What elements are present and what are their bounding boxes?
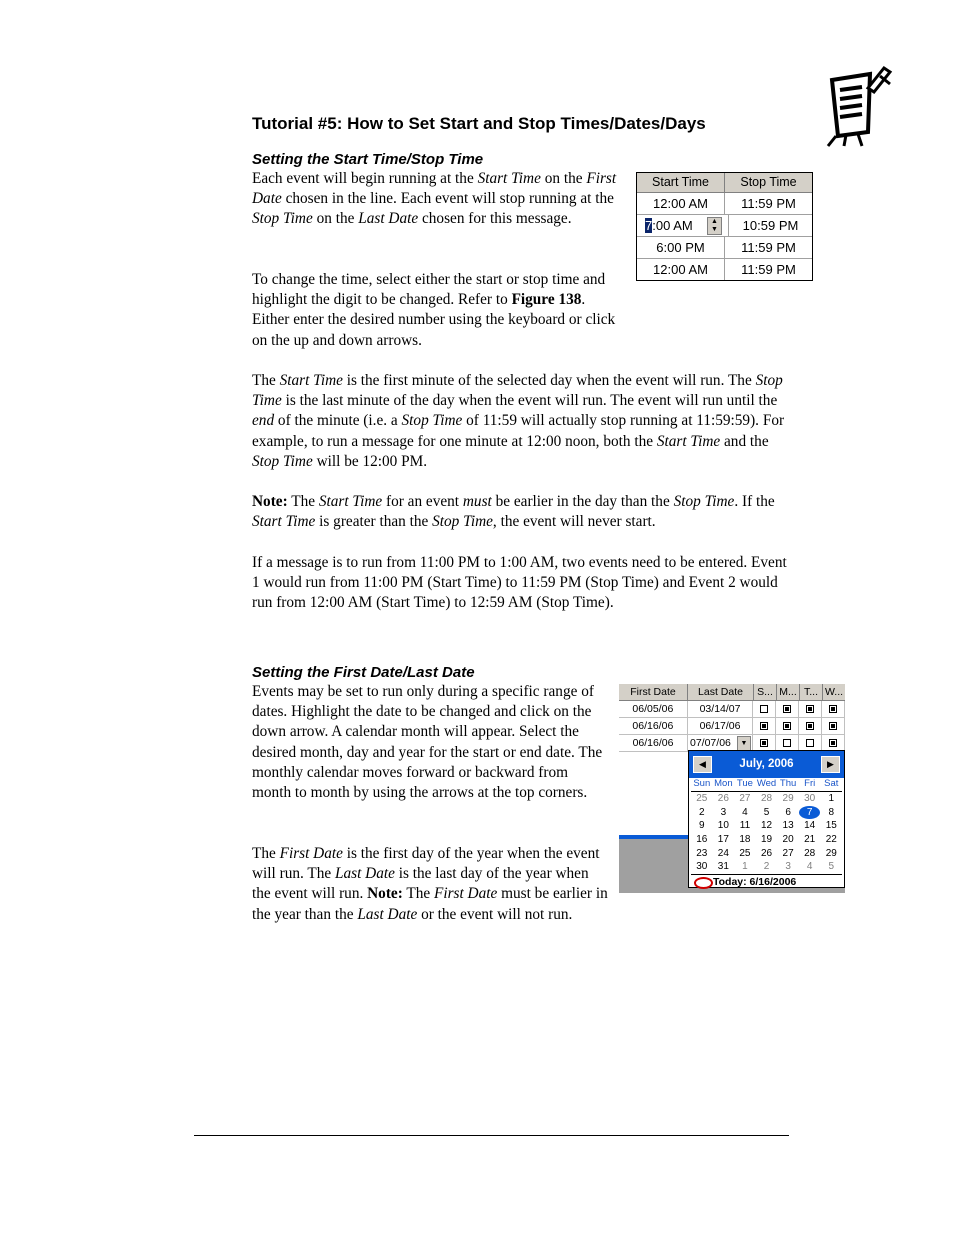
column-header-first-date[interactable]: First Date — [619, 684, 688, 701]
paragraph-time-intro: Each event will begin running at the Start Time on the First Date chosen in the line. Each event will stop running at the Stop Time on the Last Date chosen for this message. — [252, 170, 617, 228]
first-date-cell[interactable]: 06/16/06 — [619, 735, 688, 751]
calendar-day[interactable]: 6 — [785, 806, 791, 818]
calendar-day[interactable]: 5 — [828, 861, 835, 873]
date-grid-figure — [619, 684, 845, 893]
calendar-day[interactable]: 30 — [804, 793, 816, 804]
calendar-dropdown — [688, 750, 845, 888]
day-checkbox[interactable] — [829, 705, 837, 713]
day-checkbox[interactable] — [806, 739, 814, 747]
calendar-day[interactable]: 23 — [696, 847, 708, 859]
calendar-day[interactable]: 26 — [760, 847, 773, 859]
calendar-day[interactable]: 18 — [739, 834, 751, 846]
paragraph-date-definition: The First Date is the first day of the year when the event will run. The Last Date is the last day of the year when the event will run. Note: The First Date must be earlier in the year than the Last Date or the event will not run. — [252, 845, 608, 923]
day-checkbox[interactable] — [829, 739, 837, 747]
next-month-icon[interactable]: ▶ — [821, 756, 840, 773]
day-checkbox[interactable] — [806, 705, 814, 713]
column-header-tue[interactable]: T... — [800, 684, 823, 701]
column-header-mon[interactable]: M... — [777, 684, 800, 701]
today-label[interactable]: Today: 6/16/2006 — [713, 876, 797, 889]
last-date-value[interactable]: 07/07/06 — [690, 737, 731, 749]
day-checkbox[interactable] — [760, 722, 768, 730]
calendar-week — [691, 847, 842, 861]
calendar-day[interactable]: 26 — [717, 793, 729, 804]
calendar-day[interactable]: 25 — [739, 847, 751, 859]
calendar-day[interactable]: 4 — [742, 806, 748, 818]
calendar-day-selected[interactable]: 7 — [799, 806, 821, 820]
start-time-cell[interactable]: 12:00 AM — [637, 259, 725, 280]
calendar-day[interactable]: 30 — [696, 861, 708, 873]
calendar-day[interactable]: 3 — [785, 861, 791, 873]
weekday-label: Wed — [756, 778, 777, 789]
calendar-day[interactable]: 16 — [696, 834, 708, 846]
footer-divider — [194, 1135, 789, 1136]
calendar-today-row[interactable] — [691, 874, 842, 889]
day-checkbox[interactable] — [829, 722, 837, 730]
calendar-day[interactable]: 20 — [782, 834, 794, 846]
weekday-label: Thu — [779, 778, 797, 789]
calendar-day[interactable]: 19 — [760, 834, 773, 846]
column-header-wed[interactable]: W... — [823, 684, 845, 701]
time-row — [637, 193, 812, 215]
stop-time-cell[interactable]: 10:59 PM — [742, 218, 799, 233]
paragraph-change-time: To change the time, select either the start or stop time and highlight the digit to be changed. Refer to Figure 138. Either enter the desired number using the keyboard or click on the up and down arrows. — [252, 271, 616, 349]
calendar-day[interactable]: 10 — [717, 820, 729, 832]
first-date-cell[interactable]: 06/16/06 — [619, 718, 688, 734]
day-checkbox[interactable] — [783, 705, 791, 713]
dropdown-arrow-icon[interactable]: ▼ — [737, 736, 751, 751]
calendar-week — [691, 860, 842, 874]
start-time-cell[interactable]: 6:00 PM — [637, 237, 725, 258]
calendar-day[interactable]: 22 — [825, 834, 837, 846]
calendar-day[interactable]: 15 — [825, 820, 837, 832]
calendar-day[interactable]: 28 — [760, 793, 773, 804]
calendar-day[interactable]: 29 — [782, 793, 794, 804]
spin-up-icon[interactable]: ▲ — [711, 218, 718, 225]
paragraph-note-time: Note: The Start Time for an event must be earlier in the day than the Stop Time. If the Start Time is greater than the Stop Time, the event will never start. — [252, 493, 775, 531]
calendar-week — [691, 819, 842, 833]
column-header-start-time[interactable]: Start Time — [637, 173, 725, 192]
time-row — [637, 215, 812, 237]
date-grid — [619, 684, 845, 752]
calendar-day[interactable]: 4 — [806, 861, 813, 873]
calendar-weekday-row — [691, 778, 842, 792]
day-checkbox[interactable] — [806, 722, 814, 730]
calendar-day[interactable]: 5 — [763, 806, 770, 818]
day-checkbox[interactable] — [783, 722, 791, 730]
calendar-day[interactable]: 3 — [720, 806, 727, 818]
calendar-day[interactable]: 2 — [763, 861, 770, 873]
calendar-day[interactable]: 9 — [699, 820, 705, 832]
calendar-day[interactable]: 12 — [760, 820, 773, 832]
column-header-sun[interactable]: S... — [754, 684, 777, 701]
weekday-label: Fri — [804, 778, 816, 789]
start-time-editor[interactable] — [637, 215, 729, 236]
date-row — [619, 718, 845, 735]
calendar-day[interactable]: 1 — [742, 861, 748, 873]
today-circle-icon — [694, 877, 713, 889]
last-date-dropdown[interactable] — [688, 735, 753, 751]
time-editor-rest: :00 AM — [652, 218, 693, 233]
calendar-day[interactable]: 1 — [828, 793, 835, 804]
calendar-header — [689, 751, 844, 778]
calendar-day[interactable]: 25 — [696, 793, 708, 804]
calendar-week — [691, 833, 842, 847]
calendar-day[interactable]: 28 — [804, 847, 816, 859]
section-title-date: Setting the First Date/Last Date — [252, 664, 475, 681]
spin-down-icon[interactable]: ▼ — [711, 226, 718, 233]
calendar-day[interactable]: 27 — [782, 847, 794, 859]
day-checkbox[interactable] — [760, 739, 768, 747]
calendar-day[interactable]: 31 — [717, 861, 729, 873]
calendar-day[interactable]: 14 — [804, 820, 816, 832]
calendar-week — [691, 792, 842, 806]
weekday-label: Mon — [714, 778, 733, 789]
column-header-stop-time[interactable]: Stop Time — [740, 175, 797, 189]
date-row — [619, 701, 845, 718]
paragraph-date-range: Events may be set to run only during a specific range of dates. Highlight the date to be changed and click on the down arrow. A calendar month will appear. Select the desired month, day and year for the start or end date. The monthly calendar moves forward or backward from month to month by using the arrows at the top corners. — [252, 683, 603, 802]
day-checkbox[interactable] — [783, 739, 791, 747]
paragraph-overnight: If a message is to run from 11:00 PM to 1:00 AM, two events need to be entered. Event 1 would run from 11:00 PM (Start Time) to 11:59 PM (Stop Time) and Event 2 would run from 12:00 AM (Start Time) to 12:59 AM (Stop Time). — [252, 554, 787, 612]
calendar-day[interactable]: 17 — [717, 834, 729, 846]
paragraph-start-time-definition: The Start Time is the first minute of the selected day when the event will run. The Stop Time is the last minute of the day when the event will run. The event will run until the end of the minute (i.e. a Stop Time of 11:59 will actually stop running at 11:59:59). For example, to run a message for one minute at 12:00 noon, both the Start Time and the Stop Time will be 12:00 PM. — [252, 372, 785, 470]
stop-time-cell[interactable]: 11:59 PM — [741, 196, 796, 211]
weekday-label: Sat — [824, 778, 839, 789]
stop-time-cell[interactable]: 11:59 PM — [741, 262, 796, 277]
calendar-day[interactable]: 13 — [782, 820, 794, 832]
time-row — [637, 237, 812, 259]
first-date-cell[interactable]: 06/05/06 — [619, 701, 688, 717]
column-header-last-date[interactable]: Last Date — [688, 684, 754, 701]
time-spinner[interactable] — [707, 217, 722, 235]
page-title: Tutorial #5: How to Set Start and Stop Times/Dates/Days — [252, 114, 706, 133]
calendar-day[interactable]: 11 — [739, 820, 751, 832]
highlighted-digit[interactable]: 7 — [645, 218, 653, 233]
last-date-cell[interactable]: 03/14/07 — [688, 701, 754, 717]
calendar-day[interactable]: 8 — [828, 806, 835, 818]
calendar-week — [691, 806, 842, 820]
calendar-day[interactable]: 21 — [804, 834, 816, 846]
calendar-day[interactable]: 29 — [825, 847, 837, 859]
start-time-cell[interactable]: 12:00 AM — [637, 193, 725, 214]
time-grid — [636, 172, 813, 281]
notepad-pen-icon — [818, 62, 894, 148]
calendar-day[interactable]: 2 — [699, 806, 705, 818]
calendar-month-label: July, 2006 — [739, 758, 794, 770]
window-titlebar-edge — [619, 835, 689, 839]
stop-time-cell[interactable]: 11:59 PM — [741, 240, 796, 255]
calendar-day[interactable]: 27 — [739, 793, 751, 804]
calendar-day[interactable]: 24 — [717, 847, 729, 859]
last-date-cell[interactable]: 06/17/06 — [688, 718, 754, 734]
day-checkbox[interactable] — [760, 705, 768, 713]
time-row — [637, 259, 812, 280]
weekday-label: Tue — [736, 778, 753, 789]
weekday-label: Sun — [693, 778, 711, 789]
prev-month-icon[interactable]: ◀ — [693, 756, 712, 773]
section-title-time: Setting the Start Time/Stop Time — [252, 151, 484, 168]
